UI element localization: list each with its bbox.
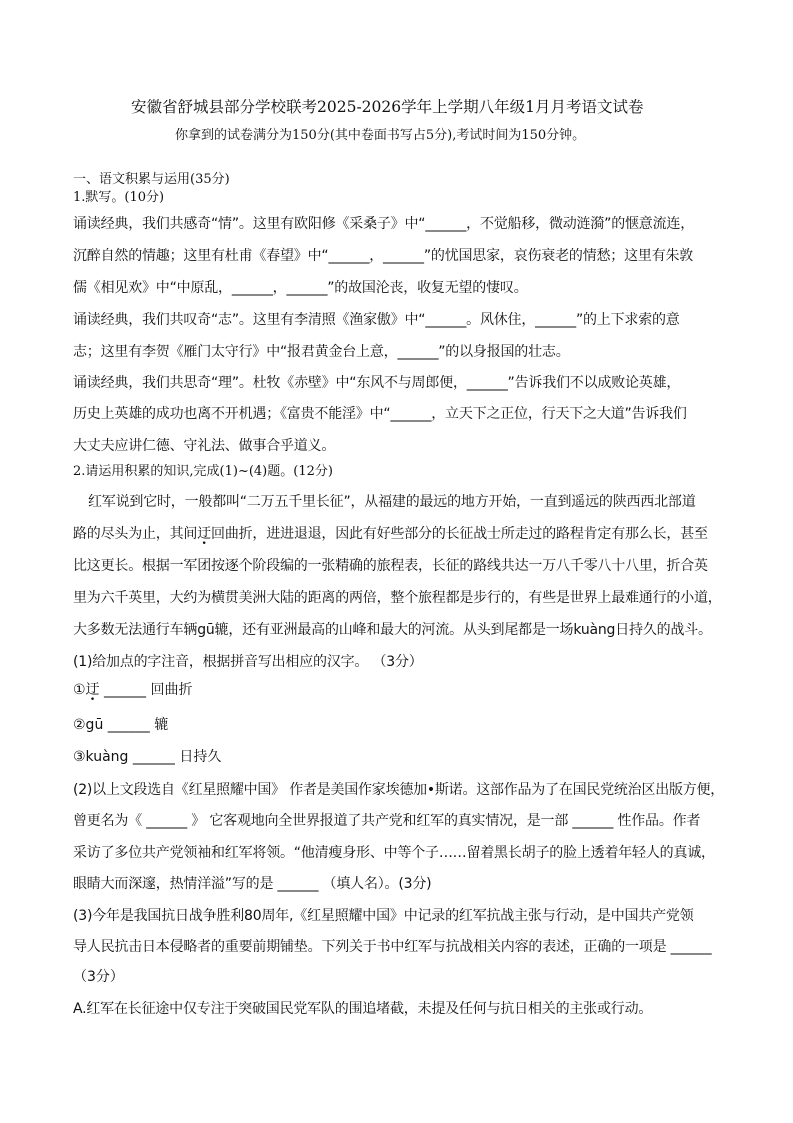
exam-subtitle: 你拿到的试卷满分为150分(其中卷面书写占5分),考试时间为150分钟。 — [175, 128, 586, 143]
item-prefix: ① — [73, 682, 86, 698]
subquestion-2-line: (2)以上文段选自《红星照耀中国》 作者是美国作家埃德加•斯诺。这部作品为了在国民党统治区出版方便， — [73, 782, 725, 798]
passage-text: 回曲折，进进退退，因此有好些部分的长征战士所走过的路程肯定有那么长，甚至 — [211, 526, 708, 542]
dotted-character: 迂 — [85, 682, 100, 698]
subquestion-3-line: (3)今年是我国抗日战争胜利80周年,《红星照耀中国》中记录的红军抗战主张与行动，是中国共产党领 — [73, 908, 694, 924]
item-prefix: ②gū — [73, 717, 104, 733]
answer-blank: ______ — [107, 717, 150, 733]
passage-line: 比这更长。根据一军团按逐个阶段编的一张精确的旅程表，长征的路线共达一万八千零八十八里，折合英 — [73, 558, 708, 574]
q1-line: 大丈夫应讲仁德、守礼法、做事合乎道义。 — [73, 438, 336, 454]
passage-line: 红军说到它时，一般都叫“二万五千里长征”，从福建的最远的地方开始，一直到遥远的陕西西北部道 — [88, 494, 696, 510]
answer-blank: ______ — [104, 682, 147, 698]
item-prefix: ③kuàng — [73, 749, 129, 765]
item-suffix: 日持久 — [179, 749, 222, 765]
q1-line: 诵读经典，我们共思奇“理”。杜牧《赤壁》中“东风不与周郎便，______”告诉我们不以成败论英雄， — [73, 375, 681, 391]
exam-title: 安徽省舒城县部分学校联考2025-2026学年上学期八年级1月月考语文试卷 — [131, 98, 644, 116]
answer-blank: ______ — [132, 749, 175, 765]
q1-line: 沉醉自然的情趣；这里有杜甫《春望》中“______，______”的忧国思家，哀伤衰老的情愁；这里有朱敦 — [73, 248, 694, 264]
subquestion-2-line: 采访了多位共产党领袖和红军将领。“他清瘦身形、中等个子……留着黑长胡子的脸上透着年轻人的真诚， — [73, 845, 715, 861]
item-suffix: 回曲折 — [150, 682, 193, 698]
subquestion-1-item — [73, 747, 221, 767]
passage-line: 里为六千英里，大约为横贯美洲大陆的距离的两倍，整个旅程都是步行的，有些是世界上最难通行的小道， — [73, 590, 722, 606]
passage-text: 路的尽头为止，其间 — [73, 526, 198, 542]
subquestion-1-item — [73, 680, 192, 700]
subquestion-3-line: （3分） — [73, 969, 124, 985]
subquestion-3-line: 导人民抗击日本侵略者的重要前期铺垫。下列关于书中红军与抗战相关内容的表述，正确的一项是 ______ — [73, 939, 712, 955]
q1-line: 诵读经典，我们共叹奇“志”。这里有李清照《渔家傲》中“______。风休住，______”的上下求索的意 — [73, 312, 680, 328]
passage-line — [73, 524, 708, 544]
subquestion-2-line: 眼睛大而深邃，热情洋溢”写的是 ______ （填人名）。(3分) — [73, 876, 432, 892]
q1-line: 儒《相见欢》中“中原乱，______，______”的故国沦丧，收复无望的悽叹。 — [73, 280, 528, 296]
subquestion-1-heading: (1)给加点的字注音，根据拼音写出相应的汉字。 （3分） — [73, 654, 423, 670]
section-heading: 一、语文积累与运用(35分) — [73, 172, 230, 187]
option-a: A.红军在长征途中仅专注于突破国民党军队的围追堵截，未提及任何与抗日相关的主张或行动。 — [73, 1001, 653, 1017]
q1-line: 历史上英雄的成功也离不开机遇；《富贵不能淫》中“______，立天下之正位，行天下之大道”告诉我们 — [73, 406, 687, 422]
question-1-heading: 1.默写。(10分) — [73, 190, 165, 205]
dotted-character: 迂 — [197, 526, 212, 542]
q1-line: 诵读经典，我们共感奇“情”。这里有欧阳修《采桑子》中“______，不觉船移，微动涟漪”的惬意流连， — [73, 216, 695, 232]
passage-line: 大多数无法通行车辆gū辘，还有亚洲最高的山峰和最大的河流。从头到尾都是一场kuàng日持久的战斗。 — [73, 622, 712, 638]
subquestion-1-item — [73, 715, 168, 735]
question-2-heading: 2.请运用积累的知识,完成(1)~(4)题。(12分) — [73, 464, 333, 479]
q1-line: 志；这里有李贺《雁门太守行》中“报君黄金台上意，______”的以身报国的壮志。 — [73, 344, 570, 360]
subquestion-2-line: 曾更名为《 ______ 》 它客观地向全世界报道了共产党和红军的真实情况，是一部 ______ 性作品。作者 — [73, 813, 701, 829]
item-suffix: 辘 — [154, 717, 169, 733]
